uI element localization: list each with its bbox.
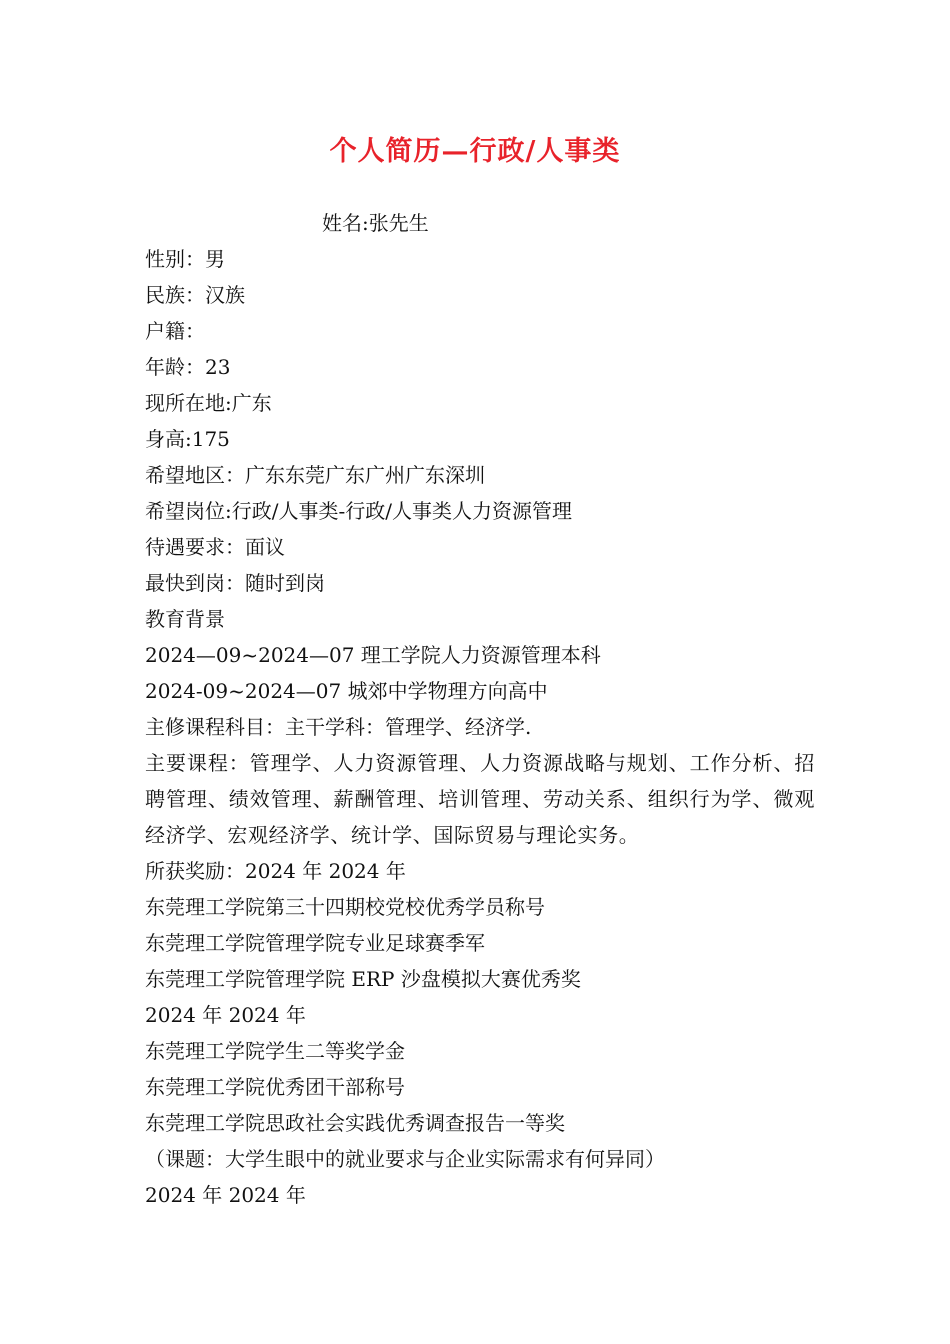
major-subjects-line: 主修课程科目：主干学科：管理学、经济学.	[145, 715, 532, 739]
height-line: 身高:175	[145, 427, 230, 451]
awards-line: 所获奖励：2024 年 2024 年	[145, 859, 406, 883]
education-entry: 2024—09~2024—07 理工学院人力资源管理本科	[145, 643, 601, 667]
award-year-line: 2024 年 2024 年	[145, 1003, 306, 1027]
award-item: 东莞理工学院思政社会实践优秀调查报告一等奖	[145, 1111, 565, 1135]
education-heading: 教育背景	[145, 607, 225, 631]
age-line: 年龄：23	[145, 355, 231, 379]
gender-line: 性别：男	[145, 247, 225, 271]
desired-position-line: 希望岗位:行政/人事类-行政/人事类人力资源管理	[145, 499, 572, 523]
ethnicity-line: 民族：汉族	[145, 283, 245, 307]
desired-region-line: 希望地区：广东东莞广东广州广东深圳	[145, 463, 485, 487]
award-item: 东莞理工学院学生二等奖学金	[145, 1039, 405, 1063]
award-year-line: 2024 年 2024 年	[145, 1183, 306, 1207]
award-item: 东莞理工学院第三十四期校党校优秀学员称号	[145, 895, 545, 919]
availability-line: 最快到岗：随时到岗	[145, 571, 325, 595]
household-line: 户籍：	[145, 319, 205, 343]
award-note: （课题：大学生眼中的就业要求与企业实际需求有何异同）	[145, 1147, 665, 1171]
resume-body	[145, 241, 815, 1213]
document-title: 个人简历—行政/人事类	[329, 136, 621, 167]
education-entry: 2024-09~2024—07 城郊中学物理方向高中	[145, 679, 548, 703]
award-item: 东莞理工学院管理学院专业足球赛季军	[145, 931, 485, 955]
name-field: 姓名:张先生	[322, 211, 429, 235]
award-item: 东莞理工学院管理学院 ERP 沙盘模拟大赛优秀奖	[145, 967, 581, 991]
salary-line: 待遇要求：面议	[145, 535, 285, 559]
location-line: 现所在地:广东	[145, 391, 272, 415]
courses-paragraph: 主要课程：管理学、人力资源管理、人力资源战略与规划、工作分析、招聘管理、绩效管理、薪酬管理、培训管理、劳动关系、组织行为学、微观经济学、宏观经济学、统计学、国际贸易与理论实务。	[145, 751, 815, 847]
award-item: 东莞理工学院优秀团干部称号	[145, 1075, 405, 1099]
